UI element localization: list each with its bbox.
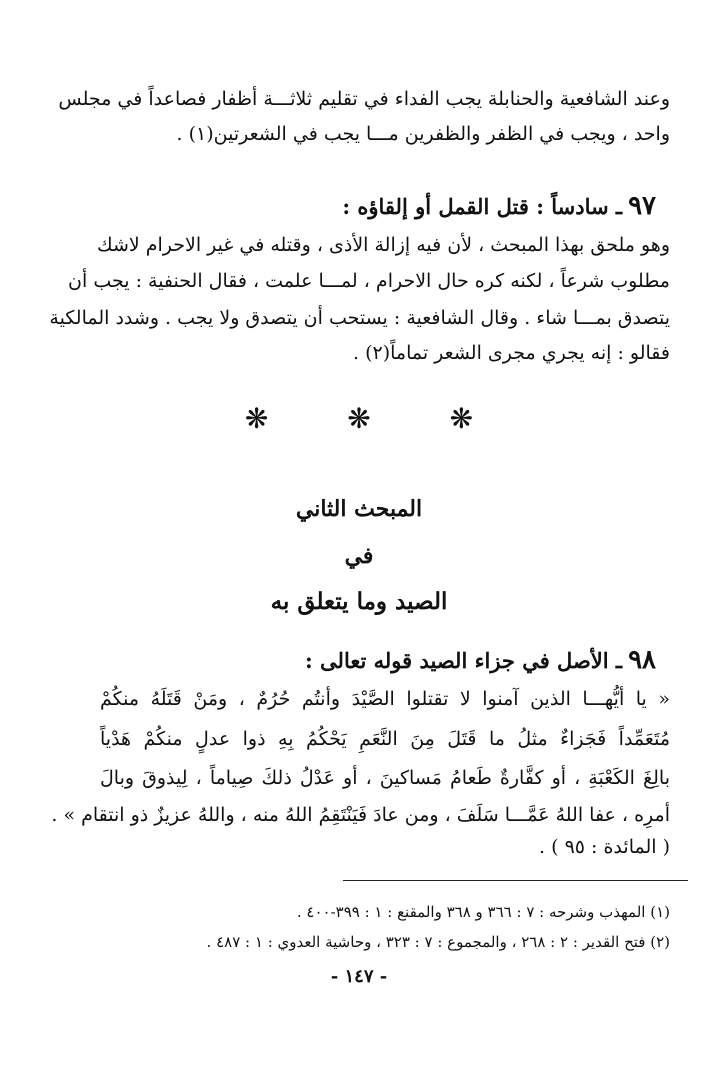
quran-line-3: بالِغَ الكَعْبَةِ ، أو كفَّارةٌ طَعامُ مَساكينَ ، أو عَدْلُ ذلكَ صِياماً ، لِيذوقَ وبالَ xyxy=(100,767,670,789)
paragraph2-line-1: وهو ملحق بهذا المبحث ، لأن فيه إزالة الأذى ، وقتله في غير الاحرام لاشك xyxy=(96,234,670,256)
paragraph2-line-2: مطلوب شرعاً ، لكنه كره حال الاحرام ، لمـــا علمت ، فقال الحنفية : يجب أن xyxy=(68,270,670,292)
chapter-title: المبحث الثاني xyxy=(295,496,423,522)
paragraph2-line-3: يتصدق بمـــا شاء . وقال الشافعية : يستحب أن يتصدق ولا يجب . وشدد المالكية xyxy=(49,307,670,329)
paragraph1-line-2: واحد ، ويجب في الظفر والظفرين مـــا يجب في الشعرتين(١) . xyxy=(176,123,670,145)
footnote-1: (١) المهذب وشرحه : ٧ : ٣٦٦ و ٣٦٨ والمقنع : ١ : ٣٩٩-٤٠٠ . xyxy=(296,903,670,921)
section-97-number: ٩٧ xyxy=(628,191,656,221)
paragraph2-line-4: فقالو : إنه يجري مجرى الشعر تماماً(٢) . xyxy=(352,342,670,364)
section-separator: ❋ ❋ ❋ xyxy=(244,402,474,435)
quran-reference: ( المائدة : ٩٥ ) . xyxy=(539,836,670,858)
section-97-heading xyxy=(120,190,656,223)
footnote-2: (٢) فتح القدير : ٢ : ٢٦٨ ، والمجموع : ٧ : ٣٢٣ ، وحاشية العدوي : ١ : ٤٨٧ . xyxy=(206,933,670,951)
footnote-divider xyxy=(343,880,688,881)
section-97-title: ـ سادساً : قتل القمل أو إلقاؤه : xyxy=(342,194,623,219)
chapter-subtitle: الصيد وما يتعلق به xyxy=(270,588,448,615)
section-98-title: ـ الأصل في جزاء الصيد قوله تعالى : xyxy=(304,648,623,673)
quran-line-2: مُتَعَمِّداً فَجَزاءٌ مثلُ ما قَتَلَ مِنَ النَّعَمِ يَحْكُمُ بِهِ ذوا عدلٍ منكُمْ هَدْياً xyxy=(100,728,670,750)
page-number: - ١٤٧ - xyxy=(330,966,388,987)
quran-line-4: أمرِه ، عفا اللهُ عَمَّـــا سَلَفَ ، ومن عادَ فَيَنْتَقِمُ اللهُ منه ، واللهُ عزيزٌ ذو انتقام » . xyxy=(51,804,670,826)
section-98-number: ٩٨ xyxy=(628,645,656,675)
quran-line-1: « يا أيُّهـــا الذين آمنوا لا تقتلوا الصَّيْدَ وأنتُم حُرُمٌ ، ومَنْ قَتَلَهُ منكُمْ xyxy=(100,688,670,710)
chapter-fi: في xyxy=(344,543,374,569)
paragraph1-line-1: وعند الشافعية والحنابلة يجب الفداء في تقليم ثلاثـــة أظفار فصاعداً في مجلس xyxy=(58,88,670,110)
section-98-heading xyxy=(120,644,656,677)
